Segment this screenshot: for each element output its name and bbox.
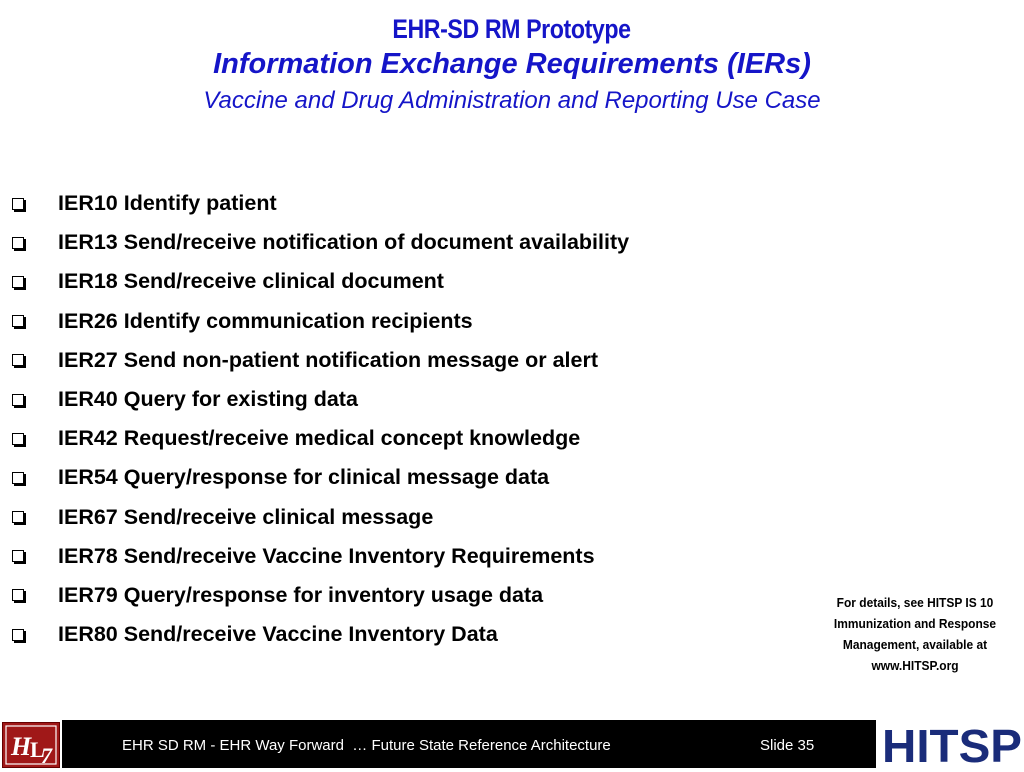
ier-label: IER79 Query/response for inventory usage data (58, 582, 544, 607)
hitsp-logo (882, 722, 1022, 766)
svg-text:7: 7 (41, 743, 52, 767)
use-case-title: Vaccine and Drug Administration and Reporting Use Case (203, 87, 821, 114)
slide-subtitle: Information Exchange Requirements (IERs) (213, 48, 811, 80)
svg-text:H: H (11, 732, 32, 761)
ier-label: IER10 Identify patient (58, 191, 277, 216)
ier-label: IER80 Send/receive Vaccine Inventory Data (58, 622, 498, 647)
list-item (12, 537, 629, 576)
list-item (12, 262, 629, 301)
list-item (12, 576, 629, 615)
checkbox-bullet-icon (12, 198, 24, 210)
checkbox-bullet-icon (12, 315, 24, 327)
list-item (12, 615, 629, 654)
note-link[interactable]: www.HITSP.org (871, 658, 959, 673)
svg-text:HITSP: HITSP (882, 722, 1022, 766)
list-item (12, 341, 629, 380)
slide-title: EHR-SD RM Prototype (392, 14, 632, 44)
list-item (12, 458, 629, 497)
ier-label: IER26 Identify communication recipients (58, 308, 473, 333)
ier-label: IER78 Send/receive Vaccine Inventory Requirements (58, 543, 595, 568)
svg-text:L: L (30, 737, 45, 762)
ier-label: IER67 Send/receive clinical message (58, 504, 434, 529)
note-line: Immunization and Response (833, 616, 997, 631)
ier-label: IER18 Send/receive clinical document (58, 269, 444, 294)
ier-list (12, 184, 629, 654)
checkbox-bullet-icon (12, 629, 24, 641)
checkbox-bullet-icon (12, 589, 24, 601)
list-item (12, 380, 629, 419)
ier-label: IER27 Send non-patient notification message or alert (58, 347, 598, 372)
list-item (12, 419, 629, 458)
checkbox-bullet-icon (12, 394, 24, 406)
checkbox-bullet-icon (12, 433, 24, 445)
ier-label: IER42 Request/receive medical concept knowledge (58, 426, 581, 451)
list-item (12, 498, 629, 537)
ier-label: IER54 Query/response for clinical message data (58, 465, 550, 490)
details-note (817, 592, 1014, 676)
checkbox-bullet-icon (12, 472, 24, 484)
footer-caption: EHR SD RM - EHR Way Forward … Future State Reference Architecture (122, 737, 611, 754)
ier-label: IER40 Query for existing data (58, 387, 358, 412)
note-line: For details, see HITSP IS 10 (836, 595, 994, 610)
note-line: Management, available at (842, 637, 988, 652)
checkbox-bullet-icon (12, 511, 24, 523)
slide-number: Slide 35 (760, 737, 815, 754)
list-item (12, 184, 629, 223)
checkbox-bullet-icon (12, 276, 24, 288)
checkbox-bullet-icon (12, 354, 24, 366)
hl7-logo (2, 722, 60, 768)
list-item (12, 302, 629, 341)
list-item (12, 223, 629, 262)
checkbox-bullet-icon (12, 550, 24, 562)
ier-label: IER13 Send/receive notification of document availability (58, 230, 630, 255)
checkbox-bullet-icon (12, 237, 24, 249)
slide-header (0, 12, 1024, 118)
